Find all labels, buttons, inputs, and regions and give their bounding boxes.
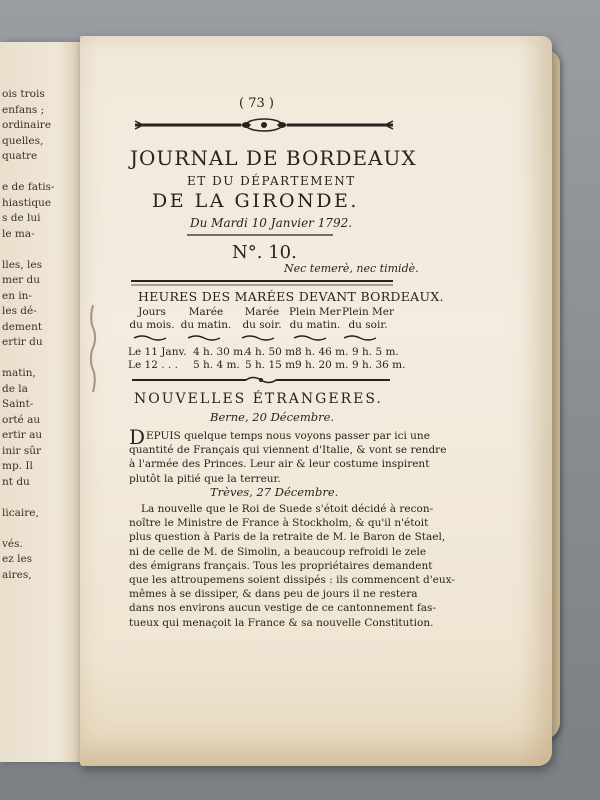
left-page-text-line: de la [2,382,28,395]
left-page-text-line: quelles, [2,134,44,147]
tide-row-day: Le 12 . . . [128,359,178,371]
left-page-text-line: ertir au [2,429,43,441]
section-heading: NOUVELLES ÉTRANGERES. [134,391,383,407]
paragraph-line: noître le Ministre de France à Stockholm, & qu'il n'étoit [129,517,429,530]
tide-row-cell: 5 h. 4 m. [193,359,240,371]
paragraph-line: quantité de Français qui viennent d'Italie, & vont se rendre [129,444,447,457]
paragraph-line: plutôt la pitié que la terreur. [129,472,281,485]
page-number: ( 73 ) [239,96,274,111]
left-page-text-line: lles, les [2,258,42,271]
paragraph-line: plus question à Paris de la retraite de M. le Baron de Stael, [129,531,446,544]
paragraph-line: mêmes à se dissiper, & dans peu de jours il ne restera [129,588,418,601]
dateline: Berne, 20 Décembre. [210,410,335,424]
left-page-text-line: mer du [2,274,41,286]
drop-cap: D [129,425,146,449]
left-page-text-line: nt du [2,475,30,488]
paragraph-line: tueux qui menaçoit la France & sa nouvelle Constitution. [129,616,434,629]
paragraph-line: dans nos environs aucun vestige de ce cantonnement fas- [129,602,436,615]
top-ornament-rule [133,117,395,133]
motto-rule [131,279,393,287]
journal-title: JOURNAL DE BORDEAUX [130,146,417,170]
left-page-text-line: dement [2,320,43,333]
left-page-text-line: matin, [2,367,36,379]
left-page-text-line: le ma- [2,227,35,240]
tide-row-cell: 9 h. 36 m. [352,359,406,371]
left-page-text-line: ordinaire [2,119,52,131]
tide-column-header: Jours du mois. [129,306,175,331]
left-page-text-line: en in- [2,289,32,302]
dateline: Trèves, 27 Décembre. [210,485,339,499]
left-page-text-line: orté au [2,413,41,426]
tide-row-cell: 4 h. 50 m. [245,346,299,358]
tides-title: HEURES DES MARÉES DEVANT BORDEAUX. [138,289,444,304]
paragraph-line: EPUIS quelque temps nous voyons passer par ici une [146,430,430,442]
paragraph-line: La nouvelle que le Roi de Suede s'étoit décidé à recon- [141,503,434,515]
tide-column-header: Marée du matin. [180,306,232,331]
issue-date: Du Mardi 10 Janvier 1792. [190,216,353,230]
tide-column-header: Plein Mer du matin. [288,306,342,331]
left-page-text-line: quatre [2,150,38,162]
paragraph-line: que les attroupemens soient dissipés : ils commencent d'eux- [129,574,455,586]
tide-header-flourishes [130,334,392,342]
binding-stitch-mark [88,300,98,410]
paragraph-line: des émigrans français. Tous les propriétaires demandent [129,559,433,572]
left-page-text-line: Saint- [2,398,34,410]
journal-region: DE LA GIRONDE. [152,190,359,212]
tide-column-header: Marée du soir. [242,306,282,331]
left-page-text-line: hiastique [2,196,52,209]
tides-bottom-ornament-rule [130,375,392,385]
left-facing-page [0,42,84,762]
left-page-text-line: ois trois [2,88,45,100]
issue-number: N°. 10. [232,242,297,263]
tide-row-cell: 4 h. 30 m. [193,346,247,358]
left-page-text-line: ertir du [2,336,43,348]
left-page-text-line: vés. [2,537,23,550]
date-rule [187,233,333,237]
motto: Nec temerè, nec timidè. [284,262,419,275]
tide-row-cell: 9 h. 5 m. [352,346,399,358]
left-page-text-line: mp. Il [2,460,33,472]
left-page-text-line: aires, [2,568,32,581]
tide-column-header: Plein Mer du soir. [341,306,395,331]
tide-row-cell: 5 h. 15 m. [245,359,299,371]
left-page-text-line: e de fatis- [2,181,55,193]
paragraph-line: ni de celle de M. de Simolin, a beaucoup refroidi le zele [129,545,427,558]
tide-row-cell: 9 h. 20 m. [295,359,349,371]
left-page-text-line: licaire, [2,506,39,519]
paragraph-line: à l'armée des Princes. Leur air & leur costume inspirent [129,458,430,471]
journal-subtitle: ET DU DÉPARTEMENT [187,174,356,188]
left-page-text-line: s de lui [2,212,41,224]
left-page-text-line: ez les [2,553,33,565]
left-page-text-line: enfans ; [2,103,45,116]
left-page-text-line: inir sûr [2,444,42,457]
tide-row-day: Le 11 Janv. [128,346,187,358]
left-page-text-line: les dé- [2,305,37,317]
tide-row-cell: 8 h. 46 m. [295,346,349,358]
